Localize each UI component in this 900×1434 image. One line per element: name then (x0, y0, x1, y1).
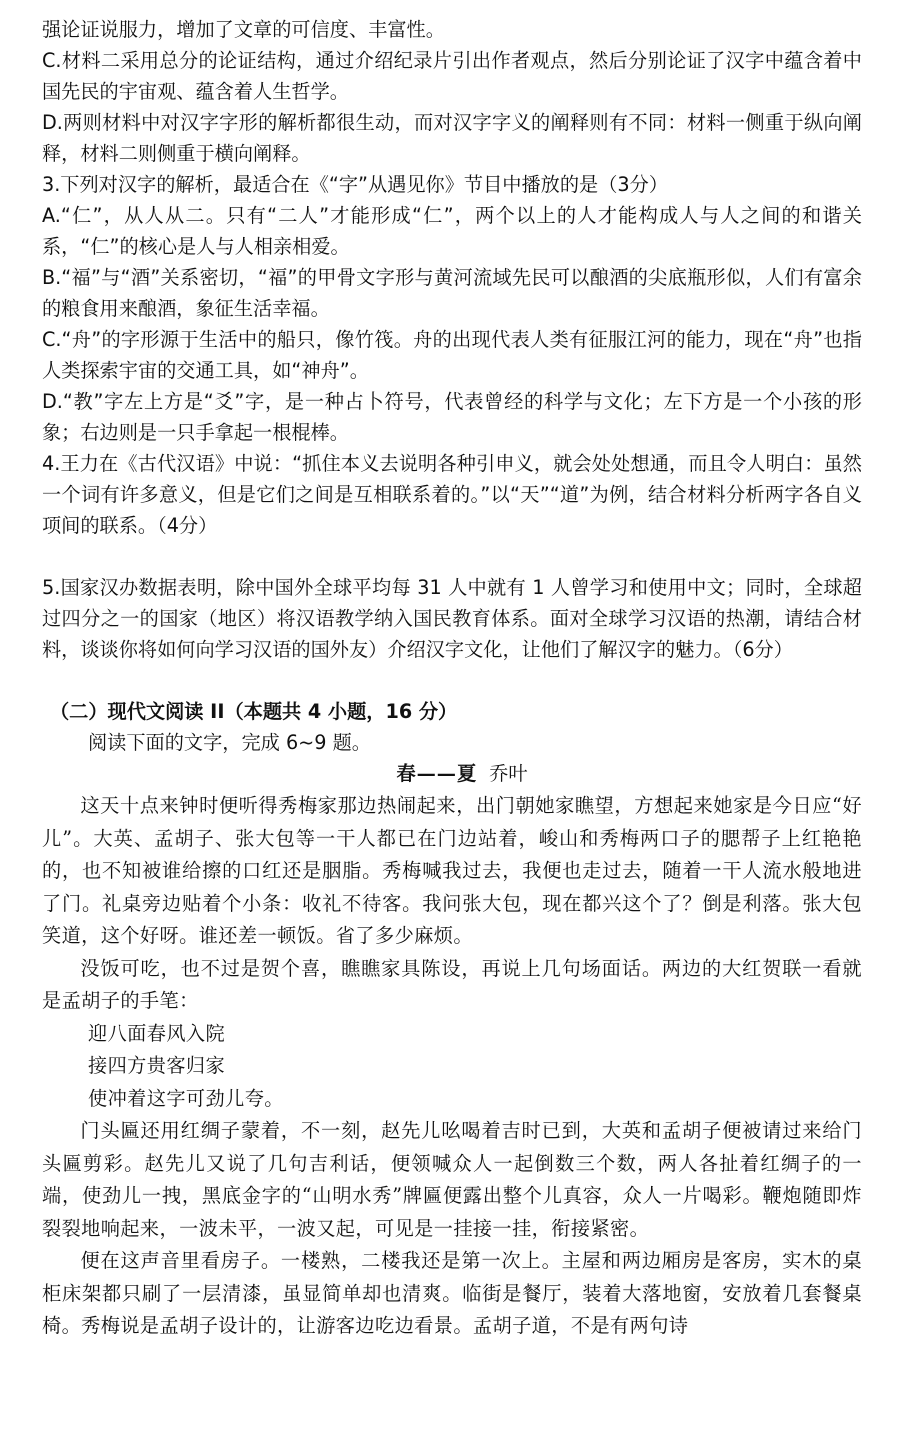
couplet-line: 迎八面春风入院 (88, 1021, 226, 1045)
story-paragraph: 没饭可吃，也不过是贺个喜，瞧瞧家具陈设，再说上几句场面话。两边的大红贺联一看就是孟胡子的手笔： (42, 956, 862, 1012)
story-paragraph: 这天十点来钟时便听得秀梅家那边热闹起来，出门朝她家瞧望，方想起来她家是今日应“好儿”。大英、孟胡子、张大包等一干人都已在门边站着，峻山和秀梅两口子的腮帮子上红艳艳的，也不知被谁给擦的口红还是胭脂。秀梅喊我过去，我便也走过去，随着一干人流水般地进了门。礼桌旁边贴着个小条：收礼不待客。我问张大包，现在都兴这个了？倒是利落。张大包笑道，这个好呀。谁还差一顿饭。省了多少麻烦。 (42, 794, 862, 947)
story-title-line (42, 758, 862, 790)
answer-space (42, 665, 862, 696)
question-3-option-a: A.“仁”，从人从二。只有“二人”才能形成“仁”，两个以上的人才能构成人与人之间的和谐关系，“仁”的核心是人与人相亲相爱。 (42, 204, 862, 258)
story-title: 春——夏 (396, 762, 478, 785)
couplet-line: 接四方贵客归家 (88, 1054, 226, 1077)
part1-block (42, 14, 862, 541)
question-5: 5.国家汉办数据表明，除中国外全球平均每 31 人中就有 1 人曾学习和使用中文；同时，全球超过四分之一的国家（地区）将汉语教学纳入国民教育体系。面对全球学习汉语的热潮，请结合材料，谈谈你将如何向学习汉语的国外友）介绍汉字文化，让他们了解汉字的魅力。（6分） (42, 576, 862, 661)
story-paragraph: 便在这声音里看房子。一楼熟，二楼我还是第一次上。主屋和两边厢房是客房，实木的桌柜床架都只刷了一层清漆，虽显简单却也清爽。临街是餐厅，装着大落地窗，安放着几套餐桌椅。秀梅说是孟胡子设计的，让游客边吃边看景。孟胡子道，不是有两句诗 (42, 1249, 862, 1337)
question-3-option-b: B.“福”与“酒”关系密切，“福”的甲骨文字形与黄河流域先民可以酿酒的尖底瓶形似，人们有富余的粮食用来酿酒，象征生活幸福。 (42, 266, 862, 320)
couplet-line: 使冲着这字可劲儿夸。 (88, 1086, 284, 1110)
section-instruction: 阅读下面的文字，完成 6~9 题。 (88, 731, 371, 754)
story-paragraph: 门头匾还用红绸子蒙着，不一刻，赵先儿吆喝着吉时已到，大英和孟胡子便被请过来给门头匾剪彩。赵先儿又说了几句吉利话，便领喊众人一起倒数三个数，两人各扯着红绸子的一端，使劲儿一拽，黑底金字的“山明水秀”牌匾便露出整个儿真容，众人一片喝彩。鞭炮随即炸裂裂地响起来，一波未平，一波又起，可见是一挂接一挂，衔接紧密。 (42, 1119, 862, 1240)
section-heading: （二）现代文阅读 II（本题共 4 小题，16 分） (50, 700, 458, 723)
story-author: 乔叶 (489, 762, 528, 785)
question-4: 4.王力在《古代汉语》中说：“抓住本义去说明各种引申义，就会处处想通，而且令人明白：虽然一个词有许多意义，但是它们之间是互相联系着的。”以“天”“道”为例，结合材料分析两字各自义项间的联系。（4分） (42, 452, 862, 537)
answer-space (42, 541, 862, 572)
question-3-option-c: C.“舟”的字形源于生活中的船只，像竹筏。舟的出现代表人类有征服江河的能力，现在“舟”也指人类探索宇宙的交通工具，如“神舟”。 (42, 328, 862, 382)
story-body (42, 790, 862, 1343)
paragraph-option-d: D.两则材料中对汉字字形的解析都很生动，而对汉字字义的阐释则有不同：材料一侧重于纵向阐释，材料二则侧重于横向阐释。 (42, 111, 862, 165)
question-3-option-d: D.“教”字左上方是“爻”字，是一种占卜符号，代表曾经的科学与文化；左下方是一个小孩的形象；右边则是一只手拿起一根棍棒。 (42, 390, 862, 444)
paragraph-option-c: C.材料二采用总分的论证结构，通过介绍纪录片引出作者观点，然后分别论证了汉字中蕴含着中国先民的宇宙观、蕴含着人生哲学。 (42, 49, 862, 103)
question-3: 3.下列对汉字的解析，最适合在《“字”从遇见你》节目中播放的是（3分） (42, 173, 669, 196)
paragraph-option-b-end: 强论证说服力，增加了文章的可信度、丰富性。 (42, 18, 445, 41)
